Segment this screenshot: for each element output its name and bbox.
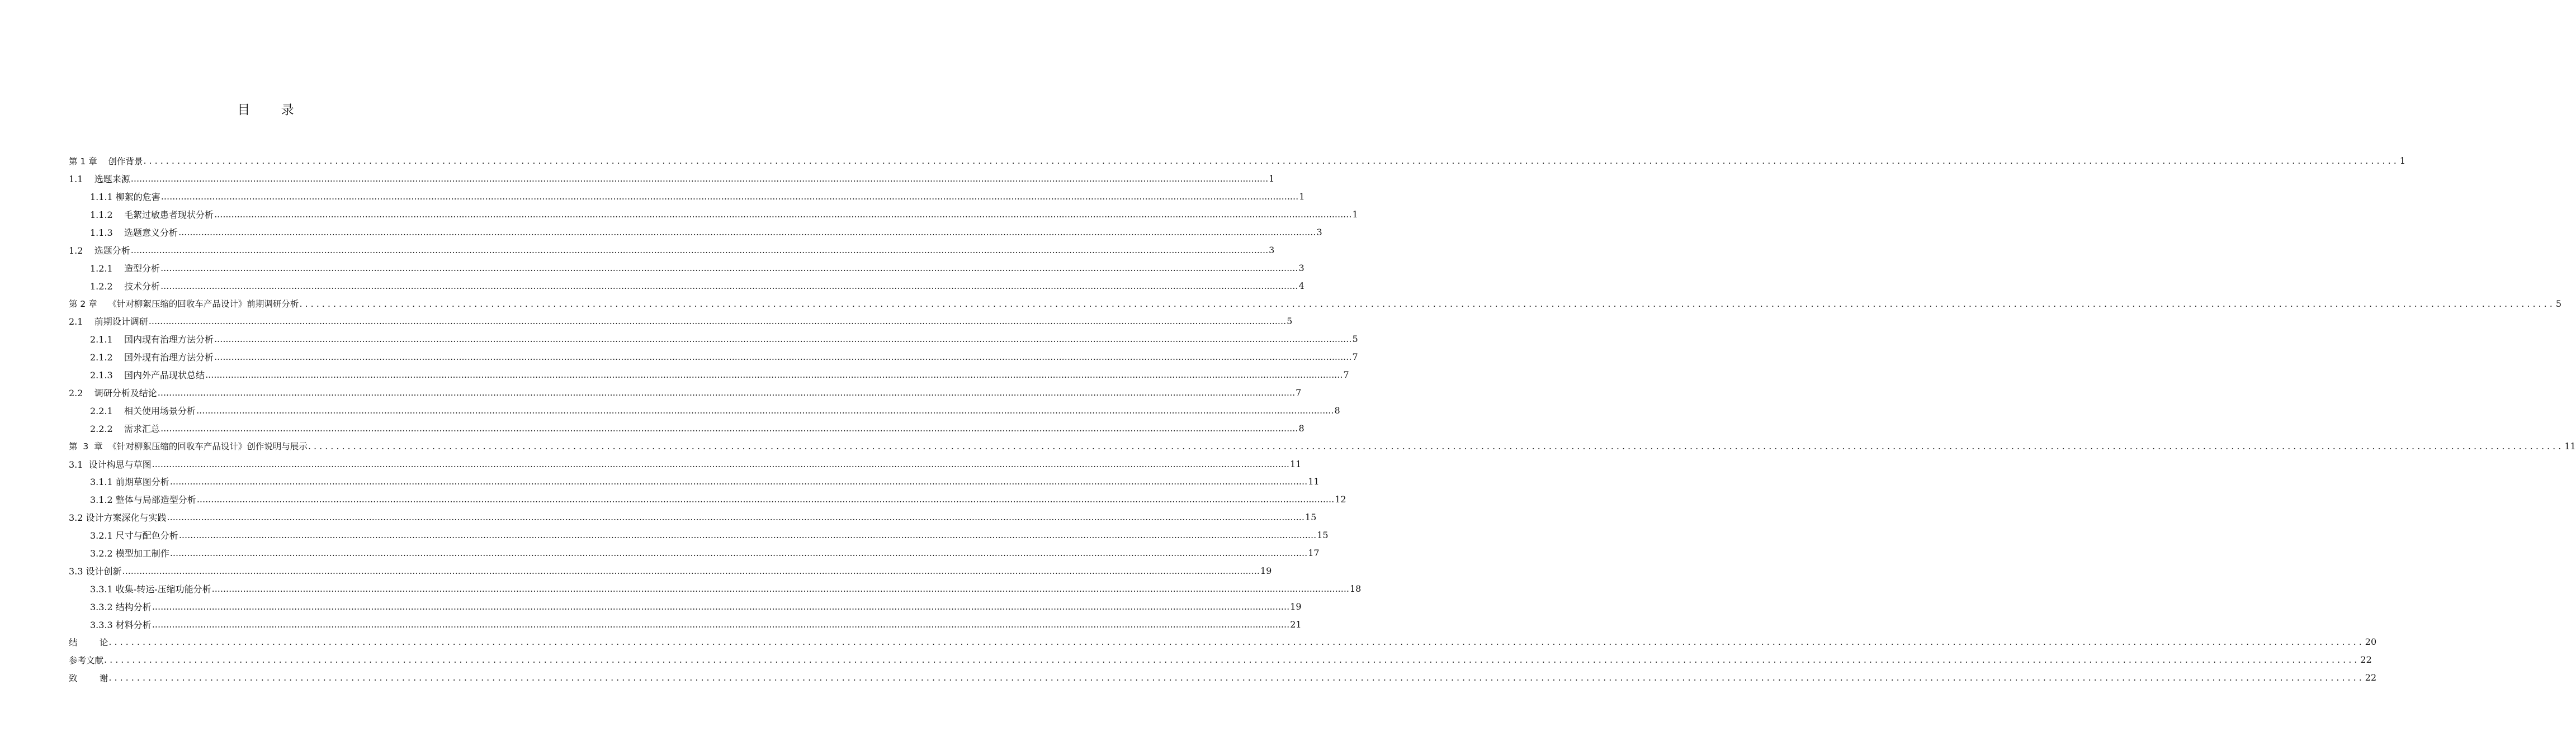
toc-leader-dots: ................................................................................................................................................................................................................................................................................................................................................................................................................ [178, 530, 1317, 541]
toc-page-number: 3 [1316, 227, 1322, 237]
toc-entry[interactable] [69, 491, 1346, 508]
toc-entry-label: 3.1.2 整体与局部造型分析 [90, 493, 196, 506]
toc-page-number: 1 [2399, 155, 2405, 167]
toc-leader-dots: ................................................................................................................................................................................................................................................................................................................................................................................................................ [178, 227, 1316, 237]
toc-page-number: 8 [1298, 422, 1304, 434]
toc-page-number: 17 [1308, 548, 1320, 559]
toc-entry-label: 2.1.2 国外现有治理方法分析 [90, 350, 214, 363]
toc-page-number: 8 [1334, 405, 1340, 416]
toc-leader-dots: ................................................................................................................................................................................................................................................................................................................................................................................................................ [104, 654, 2360, 666]
toc-entry[interactable] [69, 419, 1304, 437]
toc-leader-dots: ................................................................................................................................................................................................................................................................................................................................................................................................................ [108, 636, 2365, 648]
toc-entry-label: 3.2.2 模型加工制作 [90, 546, 169, 559]
toc-leader-dots: ................................................................................................................................................................................................................................................................................................................................................................................................................ [152, 601, 1290, 612]
toc-page-number: 22 [2360, 654, 2372, 666]
table-of-contents [69, 152, 2576, 687]
toc-page-number: 5 [1352, 334, 1358, 345]
toc-entry-label: 3.2 设计方案深化与实践 [69, 511, 167, 524]
toc-entry-label: 1.1.2 毛絮过敏患者现状分析 [90, 208, 214, 221]
toc-page-number: 7 [1352, 351, 1358, 363]
toc-leader-dots: ................................................................................................................................................................................................................................................................................................................................................................................................................ [152, 458, 1289, 469]
toc-entry[interactable] [69, 544, 1320, 562]
toc-page-number: 19 [1260, 565, 1272, 576]
toc-entry[interactable] [69, 508, 1317, 526]
toc-page-number: 7 [1296, 387, 1302, 398]
toc-entry[interactable] [69, 330, 1358, 348]
toc-leader-dots: ................................................................................................................................................................................................................................................................................................................................................................................................................ [148, 316, 1287, 327]
toc-page-number: 11 [1308, 476, 1320, 487]
toc-entry[interactable] [69, 633, 2377, 651]
toc-entry-label: 参考文献 [69, 654, 103, 666]
toc-page-number: 20 [2365, 636, 2377, 648]
toc-leader-dots: ................................................................................................................................................................................................................................................................................................................................................................................................................ [196, 405, 1334, 416]
toc-leader-dots: ................................................................................................................................................................................................................................................................................................................................................................................................................ [196, 494, 1335, 505]
toc-leader-dots: ................................................................................................................................................................................................................................................................................................................................................................................................................ [214, 209, 1352, 220]
toc-entry[interactable] [69, 526, 1329, 544]
toc-entry[interactable] [69, 597, 1302, 615]
toc-entry-label: 1.1.1 柳絮的危害 [90, 190, 160, 203]
toc-leader-dots: ................................................................................................................................................................................................................................................................................................................................................................................................................ [130, 244, 1269, 255]
toc-entry[interactable] [69, 152, 2405, 170]
toc-entry-label: 3.3.3 材料分析 [90, 618, 152, 631]
toc-entry[interactable] [69, 669, 2377, 687]
toc-entry-label: 2.2 调研分析及结论 [69, 386, 157, 399]
toc-page-number: 15 [1304, 512, 1317, 523]
toc-entry[interactable] [69, 188, 1305, 206]
toc-leader-dots: ................................................................................................................................................................................................................................................................................................................................................................................................................ [299, 298, 2555, 309]
toc-page-number: 5 [1287, 316, 1293, 327]
toc-entry[interactable] [69, 206, 1358, 224]
toc-entry-label: 致 谢 [69, 672, 108, 684]
toc-entry-label: 第 2 章 《针对柳絮压缩的回收车产品设计》前期调研分析 [69, 297, 299, 310]
toc-entry-label: 2.1.1 国内现有治理方法分析 [90, 332, 214, 345]
toc-entry[interactable] [69, 651, 2372, 669]
toc-leader-dots: ................................................................................................................................................................................................................................................................................................................................................................................................................ [122, 565, 1260, 576]
toc-entry-label: 2.2.2 需求汇总 [90, 422, 160, 435]
toc-entry-label: 第 1 章 创作背景 [69, 155, 143, 167]
toc-page-number: 15 [1317, 530, 1329, 541]
toc-entry-label: 结 论 [69, 636, 108, 648]
toc-entry-label: 2.2.1 相关使用场景分析 [90, 404, 196, 417]
toc-page-number: 1 [1269, 173, 1275, 184]
toc-page-number: 4 [1298, 280, 1304, 291]
toc-entry[interactable] [69, 562, 1272, 579]
toc-leader-dots: ................................................................................................................................................................................................................................................................................................................................................................................................................ [308, 440, 2564, 451]
toc-entry[interactable] [69, 294, 2561, 312]
toc-leader-dots: ................................................................................................................................................................................................................................................................................................................................................................................................................ [205, 369, 1343, 381]
toc-leader-dots: ................................................................................................................................................................................................................................................................................................................................................................................................................ [108, 672, 2365, 683]
toc-entry-label: 3.2.1 尺寸与配色分析 [90, 529, 178, 541]
toc-page-number: 5 [2555, 298, 2561, 309]
toc-leader-dots: ................................................................................................................................................................................................................................................................................................................................................................................................................ [214, 351, 1352, 363]
toc-page-number: 3 [1298, 262, 1304, 273]
toc-entry-label: 2.1 前期设计调研 [69, 315, 148, 327]
toc-leader-dots: ................................................................................................................................................................................................................................................................................................................................................................................................................ [160, 262, 1298, 273]
toc-entry-label: 1.1 选题来源 [69, 172, 130, 185]
toc-leader-dots: ................................................................................................................................................................................................................................................................................................................................................................................................................ [167, 512, 1304, 523]
toc-entry-label: 3.1.1 前期草图分析 [90, 475, 169, 488]
toc-page-number: 19 [1290, 601, 1302, 612]
toc-leader-dots: ................................................................................................................................................................................................................................................................................................................................................................................................................ [211, 583, 1349, 594]
toc-entry[interactable] [69, 259, 1304, 277]
toc-entry[interactable] [69, 312, 1293, 330]
toc-page-number: 11 [1290, 458, 1302, 469]
toc-page-number: 22 [2365, 672, 2377, 683]
toc-leader-dots: ................................................................................................................................................................................................................................................................................................................................................................................................................ [157, 387, 1296, 398]
toc-leader-dots: ................................................................................................................................................................................................................................................................................................................................................................................................................ [152, 619, 1290, 630]
toc-page-number: 12 [1335, 494, 1346, 505]
toc-entry-label: 3.3.2 结构分析 [90, 600, 152, 613]
toc-entry-label: 3.3.1 收集-转运-压缩功能分析 [90, 582, 211, 595]
page-title: 目 录 [237, 103, 308, 117]
toc-entry[interactable] [69, 615, 1302, 633]
toc-page-number: 1 [1299, 191, 1305, 202]
toc-entry[interactable] [69, 366, 1349, 384]
toc-entry[interactable] [69, 401, 1340, 419]
toc-page-number: 1 [1352, 209, 1358, 220]
toc-page-number: 11 [2564, 440, 2576, 451]
toc-page-number: 3 [1269, 244, 1275, 255]
toc-entry[interactable] [69, 384, 1302, 402]
toc-leader-dots: ................................................................................................................................................................................................................................................................................................................................................................................................................ [214, 334, 1352, 345]
toc-entry[interactable] [69, 170, 1275, 188]
toc-page-number: 18 [1350, 583, 1362, 594]
toc-leader-dots: ................................................................................................................................................................................................................................................................................................................................................................................................................ [160, 422, 1298, 434]
toc-leader-dots: ................................................................................................................................................................................................................................................................................................................................................................................................................ [143, 155, 2399, 167]
toc-entry-label: 1.2.1 造型分析 [90, 262, 160, 274]
toc-entry-label: 1.2 选题分析 [69, 244, 130, 256]
toc-entry-label: 1.2.2 技术分析 [90, 279, 160, 292]
toc-entry[interactable] [69, 437, 2576, 455]
toc-entry-label: 3.3 设计创新 [69, 564, 122, 577]
toc-entry[interactable] [69, 579, 1362, 597]
toc-leader-dots: ................................................................................................................................................................................................................................................................................................................................................................................................................ [169, 548, 1308, 559]
toc-entry-label: 第 3 章 《针对柳絮压缩的回收车产品设计》创作说明与展示 [69, 440, 308, 452]
toc-leader-dots: ................................................................................................................................................................................................................................................................................................................................................................................................................ [130, 173, 1269, 184]
toc-entry-label: 1.1.3 选题意义分析 [90, 226, 178, 239]
toc-entry-label: 2.1.3 国内外产品现状总结 [90, 368, 205, 381]
toc-leader-dots: ................................................................................................................................................................................................................................................................................................................................................................................................................ [160, 280, 1298, 291]
toc-page-number: 21 [1290, 619, 1302, 630]
toc-entry[interactable] [69, 277, 1304, 294]
toc-leader-dots: ................................................................................................................................................................................................................................................................................................................................................................................................................ [160, 191, 1299, 202]
toc-leader-dots: ................................................................................................................................................................................................................................................................................................................................................................................................................ [169, 476, 1308, 487]
toc-entry[interactable] [69, 473, 1320, 491]
toc-entry[interactable] [69, 348, 1358, 366]
toc-page-number: 7 [1343, 369, 1349, 381]
toc-entry[interactable] [69, 224, 1322, 241]
toc-entry[interactable] [69, 241, 1275, 259]
toc-entry[interactable] [69, 455, 1302, 473]
toc-entry-label: 3.1 设计构思与草图 [69, 458, 152, 470]
